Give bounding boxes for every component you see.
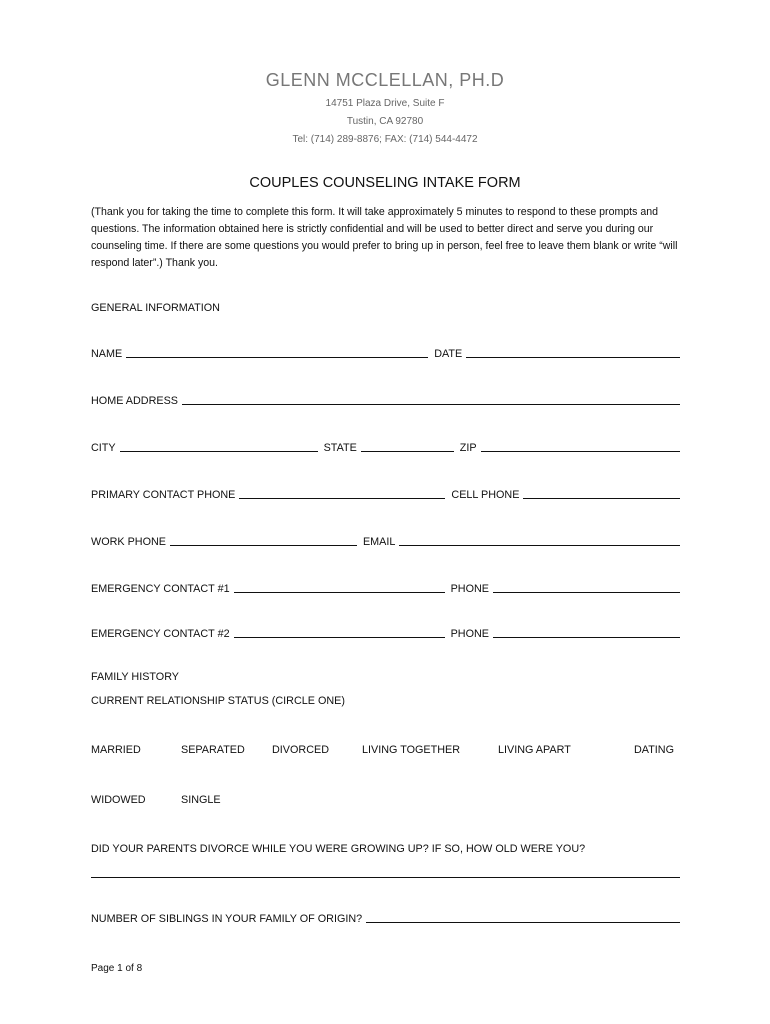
option-widowed[interactable]: WIDOWED — [91, 794, 146, 806]
email-label: EMAIL — [362, 536, 396, 548]
page-number: Page 1 of 8 — [91, 963, 143, 974]
phone-row — [91, 487, 680, 501]
option-separated[interactable]: SEPARATED — [181, 744, 245, 756]
emergency-1-label: EMERGENCY CONTACT #1 — [91, 583, 230, 595]
phone-2-field[interactable] — [493, 636, 680, 638]
relationship-status-label: CURRENT RELATIONSHIP STATUS (CIRCLE ONE) — [91, 695, 345, 707]
phone-2-label: PHONE — [450, 628, 489, 640]
practitioner-name: GLENN MCCLELLAN, PH.D — [265, 70, 505, 90]
option-living-together[interactable]: LIVING TOGETHER — [362, 744, 460, 756]
emergency-2-field[interactable] — [234, 636, 445, 638]
siblings-row — [91, 911, 680, 925]
email-field[interactable] — [399, 544, 680, 546]
phone-1-field[interactable] — [493, 591, 680, 593]
work-phone-label: WORK PHONE — [91, 536, 166, 548]
cell-phone-label: CELL PHONE — [451, 489, 520, 501]
home-address-label: HOME ADDRESS — [91, 395, 178, 407]
city-state-zip-row — [91, 440, 680, 454]
date-label: DATE — [434, 348, 463, 360]
home-address-row — [91, 393, 680, 407]
home-address-field[interactable] — [182, 403, 680, 405]
option-dating[interactable]: DATING — [634, 744, 674, 756]
work-email-row — [91, 534, 680, 548]
option-divorced[interactable]: DIVORCED — [272, 744, 329, 756]
emergency-2-label: EMERGENCY CONTACT #2 — [91, 628, 230, 640]
state-label: STATE — [323, 442, 357, 454]
option-married[interactable]: MARRIED — [91, 744, 141, 756]
name-field[interactable] — [126, 356, 428, 358]
city-field[interactable] — [120, 450, 318, 452]
primary-phone-label: PRIMARY CONTACT PHONE — [91, 489, 236, 501]
form-title: COUPLES COUNSELING INTAKE FORM — [249, 175, 521, 191]
emergency-2-row — [91, 626, 680, 640]
primary-phone-field[interactable] — [239, 497, 445, 499]
address-line-2: Tustin, CA 92780 — [346, 116, 424, 127]
emergency-1-field[interactable] — [234, 591, 445, 593]
contact-line: Tel: (714) 289-8876; FAX: (714) 544-4472 — [292, 134, 478, 145]
zip-field[interactable] — [481, 450, 680, 452]
name-date-row — [91, 346, 680, 360]
option-living-apart[interactable]: LIVING APART — [498, 744, 571, 756]
address-line-1: 14751 Plaza Drive, Suite F — [325, 98, 445, 109]
cell-phone-field[interactable] — [523, 497, 680, 499]
option-single[interactable]: SINGLE — [181, 794, 221, 806]
divorce-question: DID YOUR PARENTS DIVORCE WHILE YOU WERE GROWING UP? IF SO, HOW OLD WERE YOU? — [91, 843, 586, 855]
siblings-question: NUMBER OF SIBLINGS IN YOUR FAMILY OF ORIGIN? — [91, 913, 363, 925]
divorce-answer-field[interactable] — [91, 876, 680, 878]
family-history-heading: FAMILY HISTORY — [91, 671, 180, 683]
intro-paragraph: (Thank you for taking the time to complete this form. It will take approximately 5 minutes to respond to these prompts and questions. The information obtained here is strictly confidential and will be used to better direct and serve you during our counseling time. If there are some questions you would prefer to bring up in person, feel free to leave them blank or write “will respond later”.) Thank you. — [91, 206, 678, 269]
state-field[interactable] — [361, 450, 454, 452]
emergency-1-row — [91, 581, 680, 595]
name-label: NAME — [91, 348, 123, 360]
date-field[interactable] — [466, 356, 680, 358]
general-info-heading: GENERAL INFORMATION — [91, 302, 220, 314]
zip-label: ZIP — [459, 442, 477, 454]
phone-1-label: PHONE — [450, 583, 489, 595]
city-label: CITY — [91, 442, 116, 454]
work-phone-field[interactable] — [170, 544, 357, 546]
siblings-answer-field[interactable] — [366, 921, 680, 923]
